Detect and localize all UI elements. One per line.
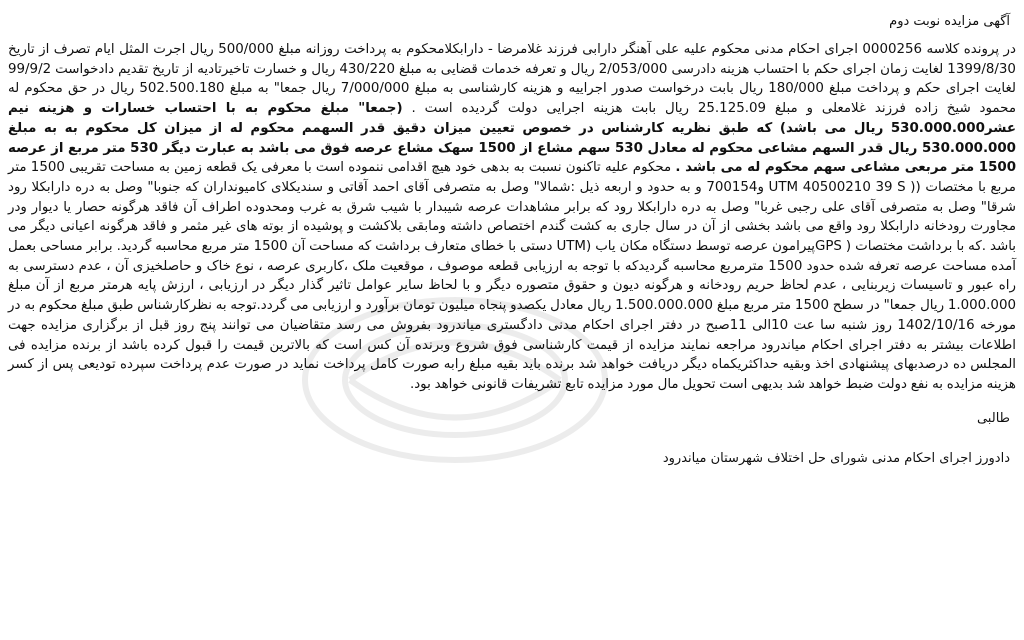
issuer-line: دادورز اجرای احکام مدنی شورای حل اختلاف شهرستان میاندرود (662, 450, 1010, 466)
notice-body (8, 40, 1016, 395)
notice-paragraph-1: در پرونده کلاسه 0000256 اجرای احکام مدنی محکوم علیه علی آهنگر دارابی فرزند غلامرضا - دارابکلامحکوم به پرداخت روزانه مبلغ 500/000 ریال اجرت المثل ایام تصرف از تاریخ 1399/8/30 لغایت زمان اجرای حکم با احتساب هزینه دادرسی 2/053/000 ریال و تعرفه خدمات قضایی به مبلغ 430/220 ریال و خسارت تاخیرتادیه از تاریخ تقدیم دادخواست 99/9/2 لغایت اجرای حکم و پرداخت مبلغ 180/000 ریال بابت درخواست صدور اجراییه و هزینه کارشناسی به مبلغ 7/000/000 ریال جمعا" به مبلغ 502.500.180 ریال در حق محکوم له محمود شیخ زاده فرزند غلامعلی و مبلغ 25.125.09 ریال بابت هزینه اجرایی دولت گردیده است . (8, 42, 1016, 117)
notice-paragraph-2-bold: (جمعا" مبلغ محکوم به با احتساب خسارات و هزینه نیم عشر530.000.000 ریال می باشد) که طبق نظریه کارشناس در خصوص تعیین میزان دقیق قدر السهمم محکوم له از میزان کل محکوم به به مبلغ 530.000.000 ریال قدر السهم مشاعی محکوم له معادل 530 سهم مشاع از 1500 سهک مشاع عرصه فوق می باشد به عبارت دیگر 530 متر مربع از عرصه 1500 متر مربعی مشاعی سهم محکوم له می باشد . (8, 101, 1017, 176)
notice-title: آگهی مزایده نوبت دوم (889, 14, 1010, 29)
signature-name: طالبی (976, 410, 1010, 426)
notice-paragraph-3: محکوم علیه تاکنون نسبت به بدهی خود هیچ اقدامی ننموده است با معرفی یک قطعه زمین به مساحت تقریبی 1500 متر مربع با مختصات (( UTM 40500210 39 S و700154 و به حدود و اربعه ذیل :شمالا" وصل به متصرفی آقای احمد آقاتی و سندیکلای کامیونداران که جنوبا" وصل به دره دارابکلا رود شرقا" وصل به متصرفی آقای علی رجبی غربا" وصل به دره دارابکلا رود که برابر مشاهدات عرصه شیبدار با شیب شرق به غرب ومحدوده اطراف آن فاقد هرگونه حصار یا دیوار ودر مجاورت رودخانه دارابکلا رود واقع می باشد بخشی از آن در سال جاری به کشت گندم اختصاص داشته ومابقی بلاکشت و پوشیده از بوته های غیر مثمر و فاقد هرگونه اعیانی دیگر می باشد .که با برداشت مختصات ( GPSپیرامون عرصه توسط دستگاه مکان یاب (UTM دستی با خطای متعارف برداشت که مساحت آن 1500 متر مربع محاسبه گردید. برابر مساحی بعمل آمده مساحت عرصه تعرفه شده حدود 1500 مترمربع محاسبه گردیدکه با توجه به ارزیابی قطعه موصوف ، موقعیت ملک ،کاربری عرصه ، نوع خاک و حاصلخیزی آن ، عدم دسترسی به راه عبور و تاسیسات زیربنایی ، عدم لحاظ حریم رودخانه و هرگونه دیون و حقوق متصوره دیگر و با لحاظ سایر عوامل تاثیر گذار دیگر در ارزیابی ، ارزش پایه هرمتر مربع از آن مبلغ 1.000.000 ریال جمعا" در سطح 1500 متر مربع مبلغ 1.500.000.000 ریال معادل یکصدو پنجاه میلیون تومان برآورد و ارزیابی می گردد.توجه به نظرکارشناس طبق مبلغ محکوم به در مورخه 1402/10/16 روز شنبه سا عت 10الی 11صبح در دفتر اجرای احکام مدنی دادگستری میاندرود بفروش می رسد متقاضیان می توانند پنج روز قبل از برگزاری مزایده جهت اطلاعات بیشتر به دفتر اجرای احکام میاندرود مراجعه نمایند مزایده از قیمت کارشناسی فوق شروع وبرنده آن کس است که بالاترین قیمت را قبول کرده باشد از برنده مزایده فی المجلس ده درصدبهای پیشنهادی اخذ وبقیه حداکثریکماه دیگر دریافت خواهد شد برنده باید بقیه مبلغ رابه صورت کامل پرداخت نماید در صورت عدم پرداخت سپرده تودیعی پس از کسر هزینه مزایده به نفع دولت ضبط خواهد شد بدیهی است تحویل مال مورد مزایده تابع تشریفات قانونی خواهد بود. (8, 160, 1017, 392)
